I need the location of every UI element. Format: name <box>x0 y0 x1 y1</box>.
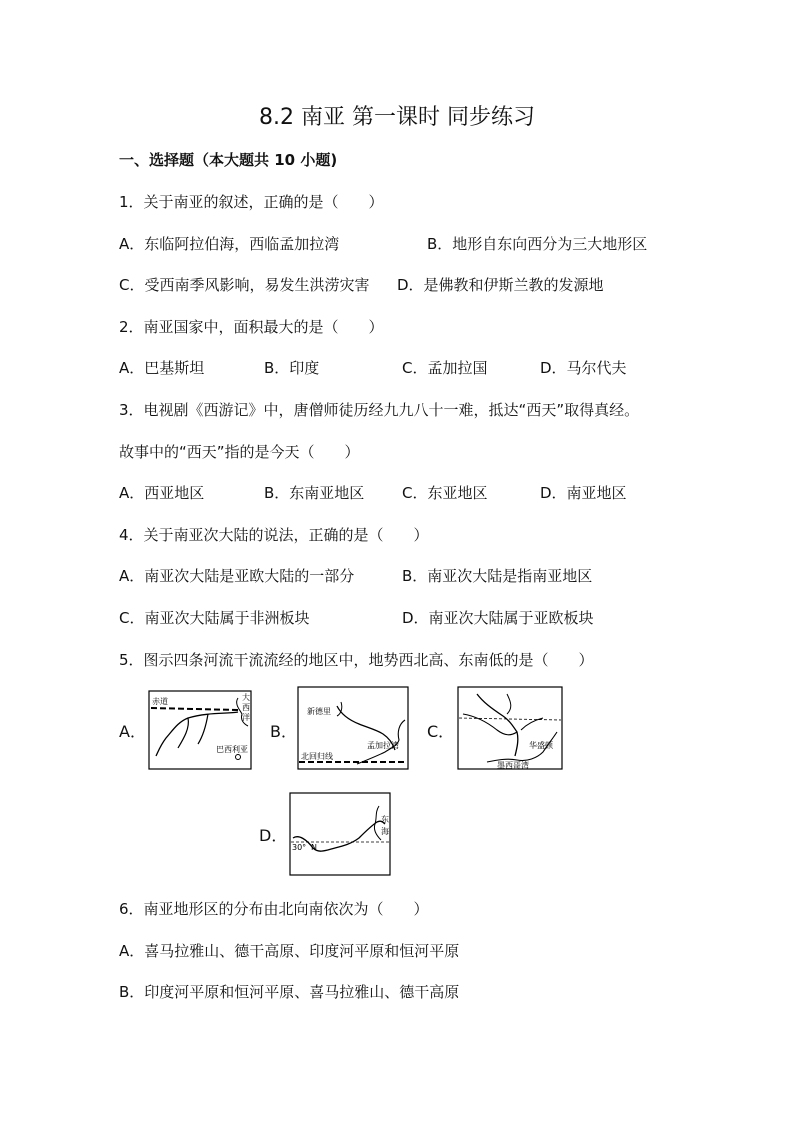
map-a-city-label: 巴西利亚 <box>216 745 248 754</box>
question-4-stem: 4．关于南亚次大陆的说法，正确的是（ ） <box>119 526 429 544</box>
map-b-label: B． <box>270 722 297 741</box>
question-3-stem-line2: 故事中的“西天”指的是今天（ ） <box>119 443 360 461</box>
map-c-gulf-label: 墨西哥湾 <box>497 761 529 770</box>
map-d-frame <box>290 793 390 875</box>
question-6-stem: 6．南亚地形区的分布由北向南依次为（ ） <box>119 900 429 918</box>
question-1-option-d: D．是佛教和伊斯兰教的发源地 <box>397 276 604 294</box>
map-d-label: D． <box>259 826 288 845</box>
map-a-ocean-3: 洋 <box>242 713 250 722</box>
map-b-bay-label: 孟加拉湾 <box>367 741 399 750</box>
map-b-city-label: 新德里 <box>307 707 331 716</box>
map-d-sea-1: 东 <box>381 815 389 824</box>
question-6-option-a: A．喜马拉雅山、德干高原、印度河平原和恒河平原 <box>119 942 460 960</box>
map-d-lat-label: 30° <box>292 843 307 852</box>
question-1-option-c: C．受西南季风影响，易发生洪涝灾害 <box>119 276 370 294</box>
map-c-city-label: 华盛顿 <box>529 741 553 750</box>
map-d-sea-2: 海 <box>381 827 389 836</box>
section-heading: 一、选择题（本大题共 10 小题) <box>119 151 338 169</box>
page-title: 8.2 南亚 第一课时 同步练习 <box>259 105 535 130</box>
question-2-option-d: D．马尔代夫 <box>540 359 627 377</box>
question-3-option-b: B．东南亚地区 <box>264 484 365 502</box>
map-d-yangtze <box>289 792 391 876</box>
question-4-option-c: C．南亚次大陆属于非洲板块 <box>119 609 310 627</box>
question-1-option-a: A．东临阿拉伯海，西临孟加拉湾 <box>119 235 340 253</box>
question-1-option-b: B．地形自东向西分为三大地形区 <box>427 235 648 253</box>
map-b-tropic-label: 北回归线 <box>301 752 333 761</box>
question-3-option-d: D．南亚地区 <box>540 484 627 502</box>
question-2-option-a: A．巴基斯坦 <box>119 359 205 377</box>
question-4-option-a: A．南亚次大陆是亚欧大陆的一部分 <box>119 567 355 585</box>
map-c-frame <box>458 687 562 769</box>
map-c-label: C． <box>427 722 455 741</box>
question-2-option-b: B．印度 <box>264 359 320 377</box>
map-a-amazon <box>148 690 252 770</box>
question-5-stem: 5．图示四条河流干流流经的地区中，地势西北高、东南低的是（ ） <box>119 651 594 669</box>
question-1-stem: 1．关于南亚的叙述，正确的是（ ） <box>119 193 384 211</box>
map-d-north-label: N <box>311 843 317 852</box>
question-2-stem: 2．南亚国家中，面积最大的是（ ） <box>119 318 384 336</box>
question-4-option-b: B．南亚次大陆是指南亚地区 <box>402 567 593 585</box>
map-b-ganges <box>297 686 409 770</box>
question-3-option-c: C．东亚地区 <box>402 484 488 502</box>
question-2-option-c: C．孟加拉国 <box>402 359 488 377</box>
map-c-mississippi <box>457 686 563 770</box>
map-a-ocean-1: 大 <box>242 693 250 702</box>
map-a-ocean-2: 西 <box>242 703 250 712</box>
question-3-stem-line1: 3．电视剧《西游记》中，唐僧师徒历经九九八十一难，抵达“西天”取得真经。 <box>119 401 640 419</box>
map-a-label: A． <box>119 722 146 741</box>
map-a-equator-label: 赤道 <box>152 697 168 706</box>
question-4-option-d: D．南亚次大陆属于亚欧板块 <box>402 609 594 627</box>
question-6-option-b: B．印度河平原和恒河平原、喜马拉雅山、德干高原 <box>119 983 460 1001</box>
question-3-option-a: A．西亚地区 <box>119 484 205 502</box>
